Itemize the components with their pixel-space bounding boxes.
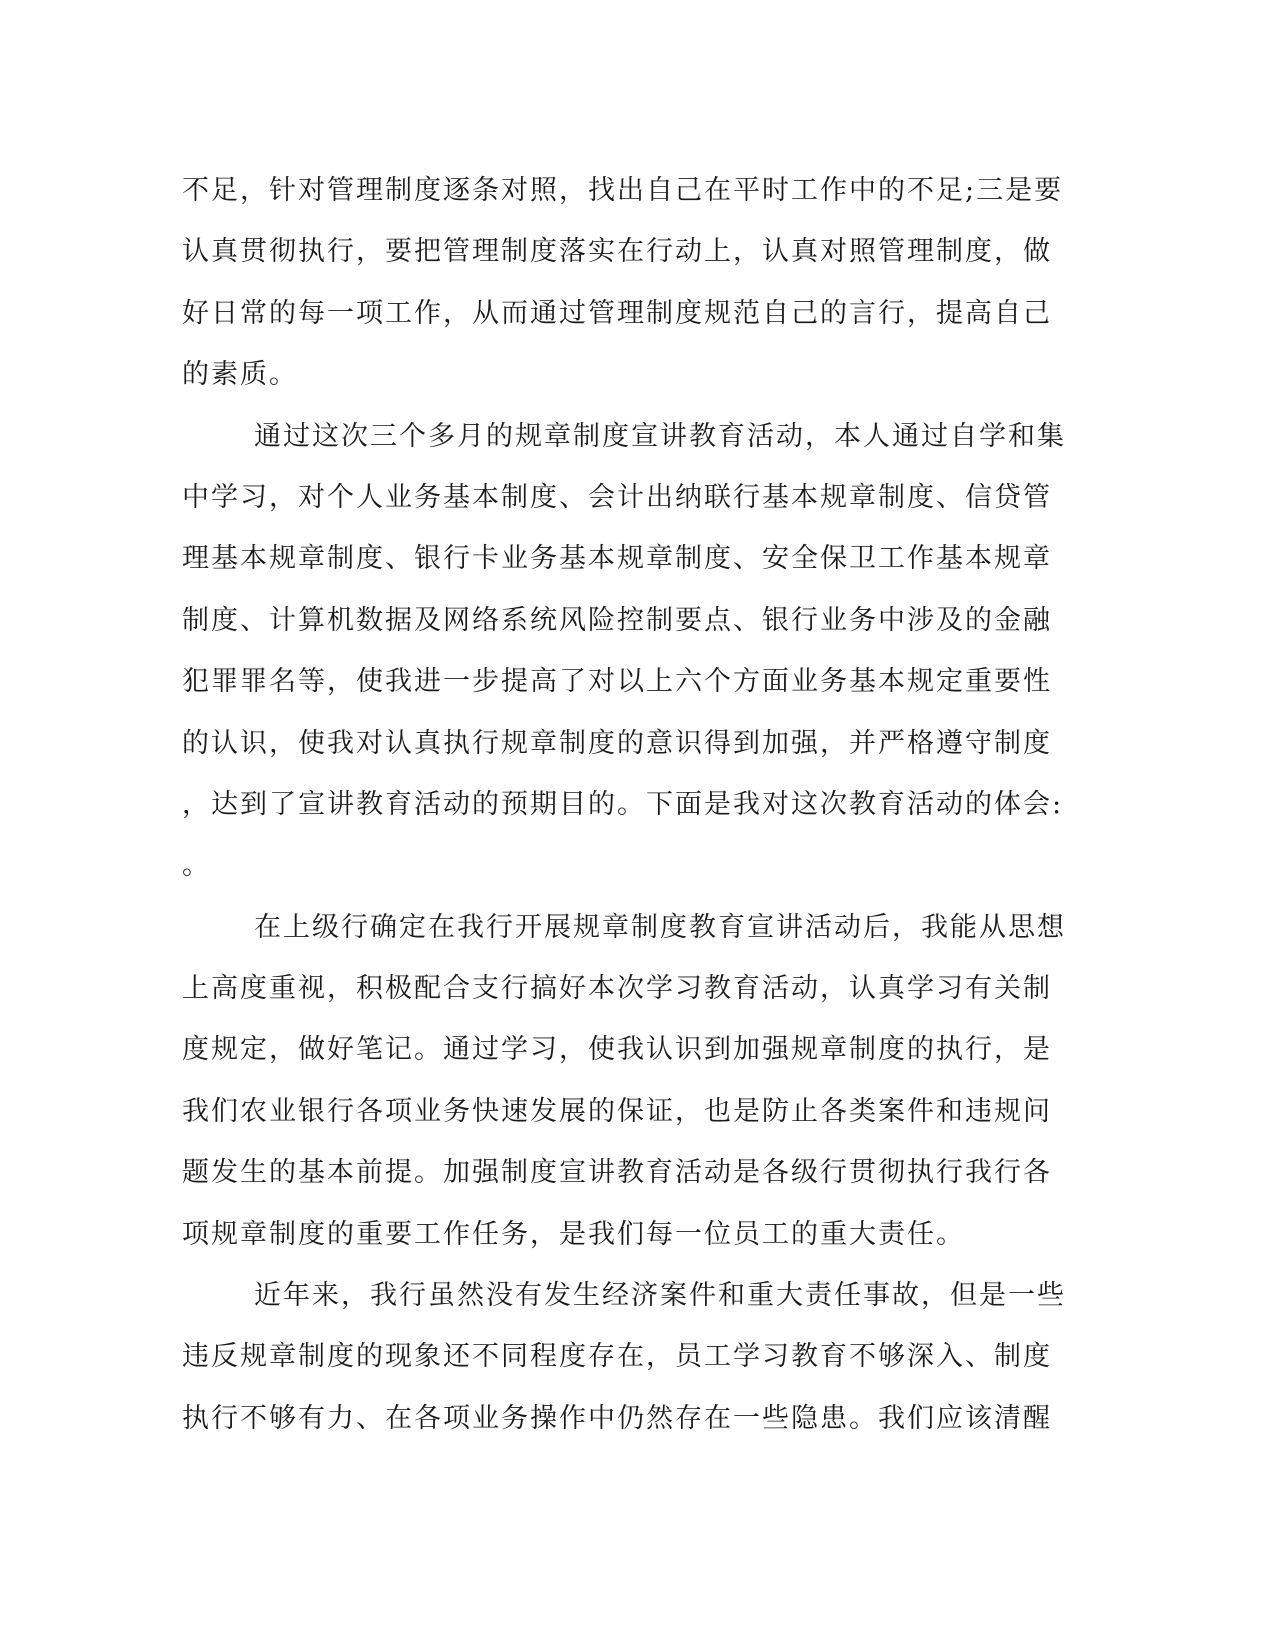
text-line: 项规章制度的重要工作任务，是我们每一位员工的重大责任。 <box>182 1218 965 1250</box>
text-line: 不足，针对管理制度逐条对照，找出自己在平时工作中的不足;三是要 <box>182 175 1064 206</box>
paragraph-start-line: 在上级行确定在我行开展规章制度教育宣讲活动后，我能从思想 <box>254 911 1066 943</box>
text-line: 的认识，使我对认真执行规章制度的意识得到加强，并严格遵守制度 <box>182 727 1052 759</box>
text-line: 执行不够有力、在各项业务操作中仍然存在一些隐患。我们应该清醒 <box>182 1402 1052 1434</box>
paragraph-start-line: 近年来，我行虽然没有发生经济案件和重大责任事故，但是一些 <box>254 1280 1066 1312</box>
text-line: 我们农业银行各项业务快速发展的保证，也是防止各类案件和违规问 <box>182 1095 1052 1127</box>
text-line: ，达到了宣讲教育活动的预期目的。下面是我对这次教育活动的体会: <box>182 788 1064 820</box>
text-line: 认真贯彻执行，要把管理制度落实在行动上，认真对照管理制度，做 <box>182 236 1052 268</box>
text-line: 犯罪罪名等，使我进一步提高了对以上六个方面业务基本规定重要性 <box>182 666 1052 698</box>
text-line: 题发生的基本前提。加强制度宣讲教育活动是各级行贯彻执行我行各 <box>182 1157 1052 1189</box>
text-line: 制度、计算机数据及网络系统风险控制要点、银行业务中涉及的金融 <box>182 604 1052 636</box>
text-line: 度规定，做好笔记。通过学习，使我认识到加强规章制度的执行，是 <box>182 1034 1052 1066</box>
text-line: 。 <box>182 850 211 882</box>
body-text <box>182 160 1066 1449</box>
text-line: 的素质。 <box>182 359 298 391</box>
text-line: 好日常的每一项工作，从而通过管理制度规范自己的言行，提高自己 <box>182 297 1052 329</box>
text-line: 违反规章制度的现象还不同程度存在，员工学习教育不够深入、制度 <box>182 1341 1052 1373</box>
text-line: 中学习，对个人业务基本制度、会计出纳联行基本规章制度、信贷管 <box>182 481 1052 513</box>
text-line: 上高度重视，积极配合支行搞好本次学习教育活动，认真学习有关制 <box>182 973 1052 1005</box>
paragraph-start-line: 通过这次三个多月的规章制度宣讲教育活动，本人通过自学和集 <box>254 420 1066 452</box>
text-line: 理基本规章制度、银行卡业务基本规章制度、安全保卫工作基本规章 <box>182 543 1052 575</box>
